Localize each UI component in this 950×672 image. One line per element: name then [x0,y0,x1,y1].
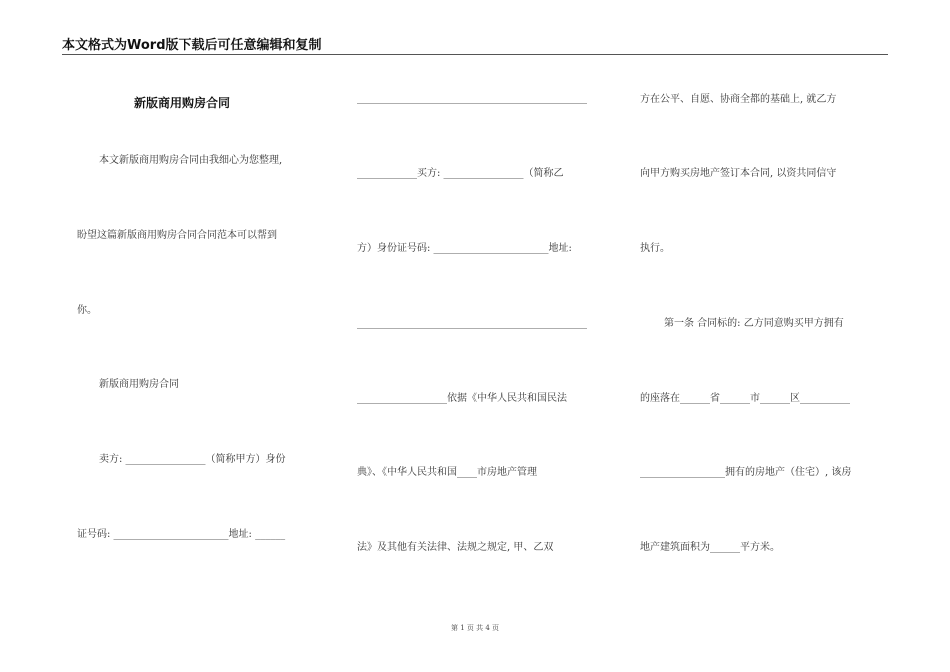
paragraph-line: __________________依据《中华人民共和国民法 [357,393,567,404]
blank-line: ______________________________________________ [357,318,587,329]
paragraph-line: 卖方: ________________（简称甲方）身份 [99,454,286,465]
paragraph-line: 你。 [77,305,97,316]
article-heading: 第一条 合同标的: 乙方同意购买甲方拥有 [664,318,844,329]
paragraph-line: _________________拥有的房地产（住宅）, 该房 [640,467,852,478]
paragraph-line: 证号码: _______________________地址: ______ [77,529,286,540]
paragraph-line: 向甲方购买房地产签订本合同, 以资共同信守 [640,168,837,179]
header-title: 本文格式为Word版下载后可任意编辑和复制 [62,38,322,53]
paragraph-line: 典》、《中华人民共和国____市房地产管理 [357,467,537,478]
paragraph-line: ____________买方: ________________（简称乙 [357,168,564,179]
paragraph-line: 地产建筑面积为______平方米。 [640,542,780,553]
paragraph-line: 本文新版商用购房合同由我细心为您整理, [99,155,283,166]
paragraph-line: 执行。 [640,243,670,254]
page-footer [0,623,950,633]
blank-line: ______________________________________________ [357,93,587,104]
paragraph-line: 的座落在______省______市______区__________ [640,393,850,404]
paragraph-line: 盼望这篇新版商用购房合同合同范本可以帮到 [77,230,277,241]
section-heading: 新版商用购房合同 [99,379,179,390]
page-number: 第 1 页 共 4 页 [450,624,500,632]
page-header [62,34,888,55]
paragraph-line: 方）身份证号码: _______________________地址: [357,243,572,254]
paragraph-line: 法》及其他有关法律、法规之规定, 甲、乙双 [357,542,554,553]
document-title: 新版商用购房合同 [134,96,231,110]
paragraph-line: 方在公平、自愿、协商全都的基础上, 就乙方 [640,94,837,105]
